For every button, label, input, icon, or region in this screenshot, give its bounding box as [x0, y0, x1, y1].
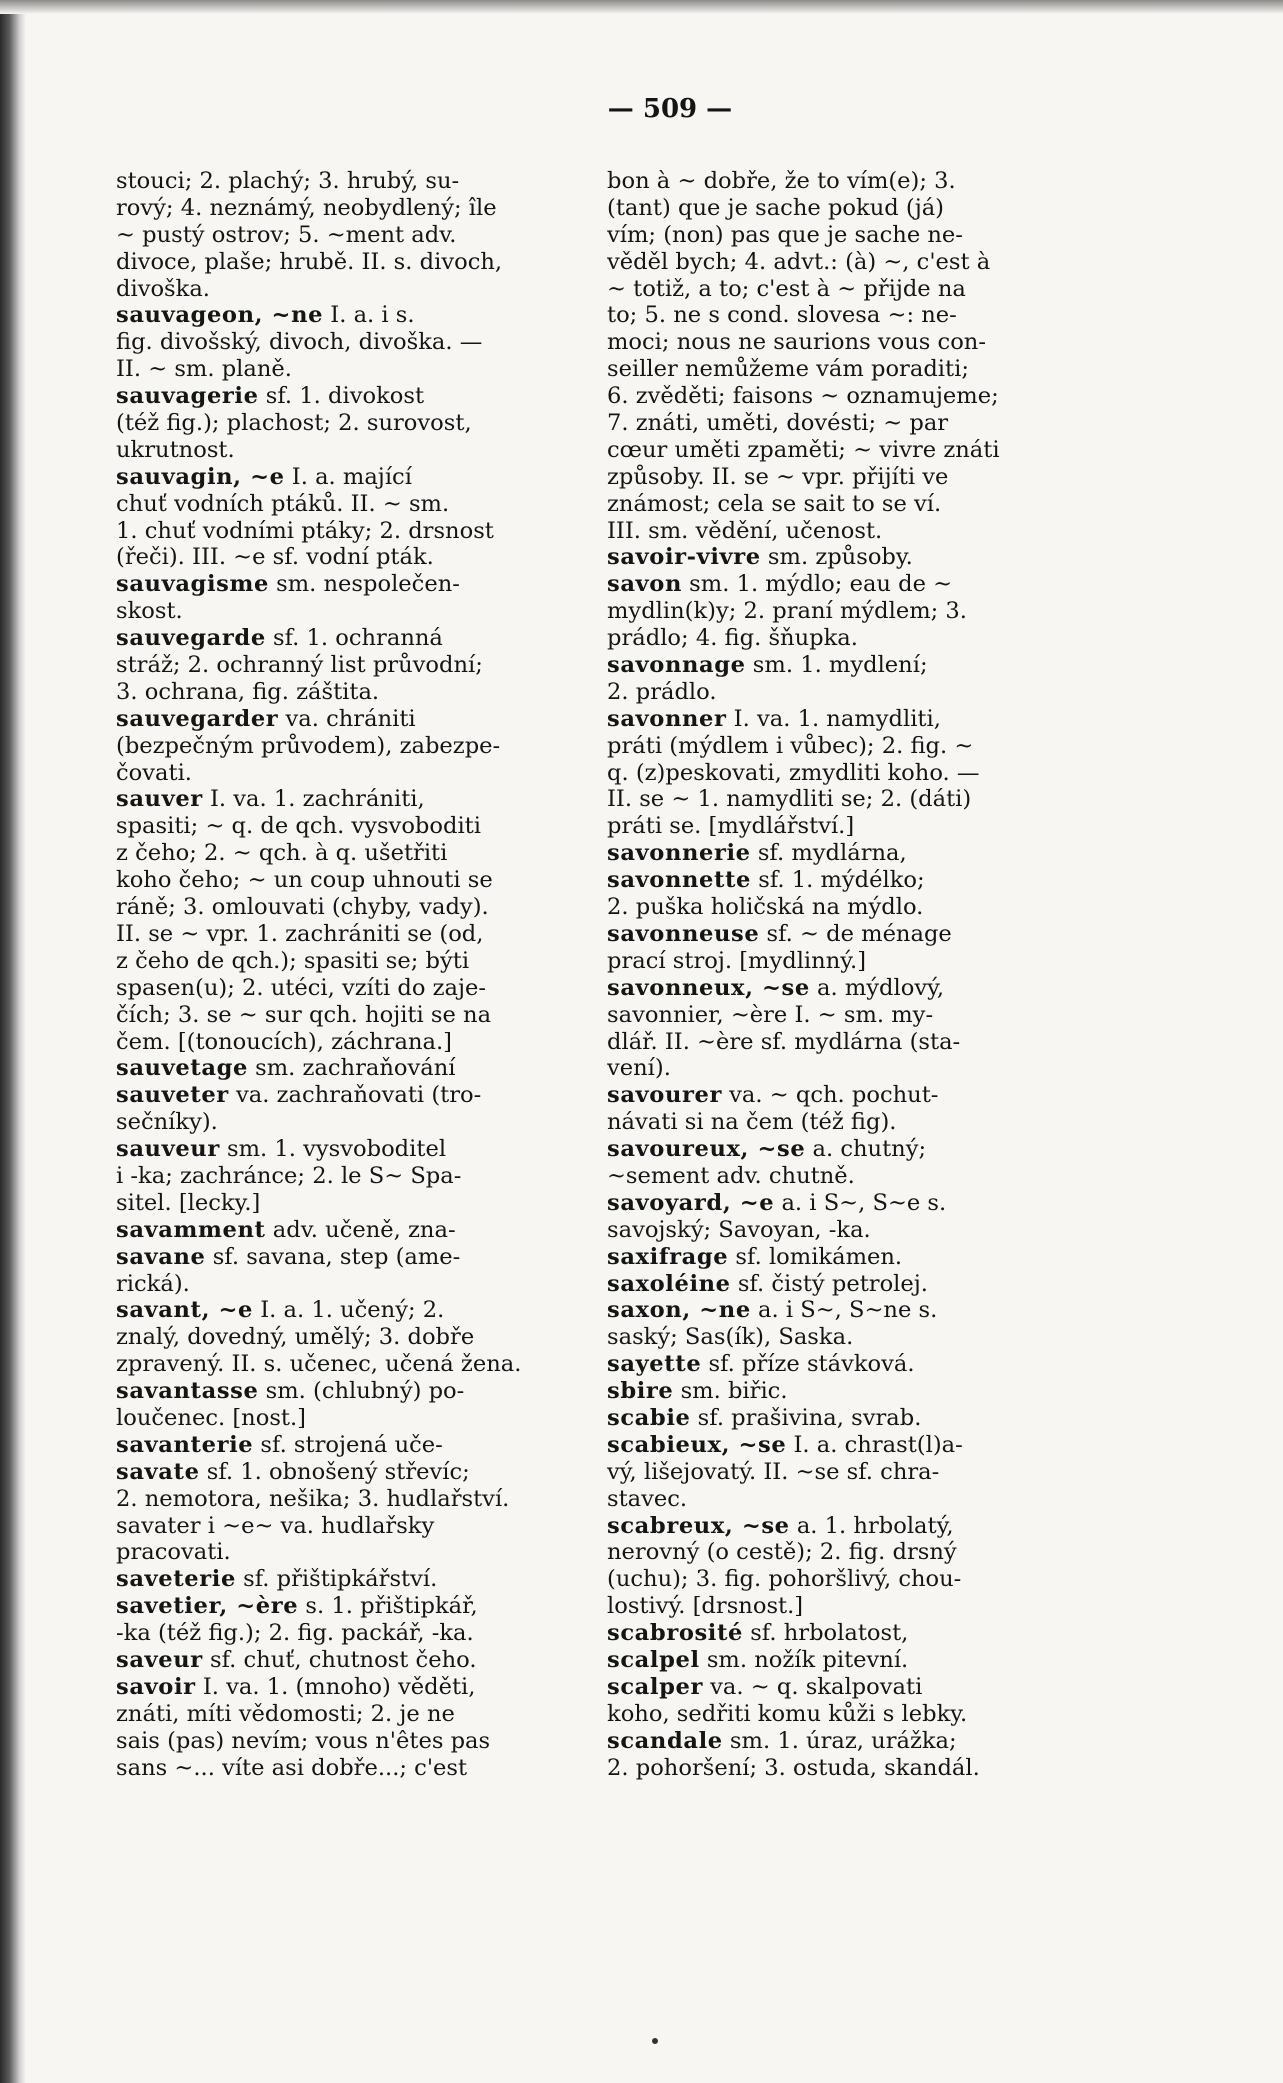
dictionary-line: rická). [116, 1270, 190, 1297]
dictionary-line: vím; (non) pas que je sache ne- [607, 221, 963, 248]
dictionary-line: sitel. [lecky.] [116, 1189, 261, 1216]
dictionary-line: 3. ochrana, fig. záštita. [116, 678, 380, 705]
headword: savoir [116, 1673, 196, 1700]
dictionary-line: 2. puška holičská na mýdlo. [607, 894, 924, 921]
dictionary-line: savoureux, ~se a. chutný; [607, 1136, 927, 1163]
dictionary-line: (bezpečným průvodem), zabezpe- [116, 732, 501, 759]
headword: sauveter [116, 1082, 229, 1109]
dictionary-column-right [607, 168, 1057, 1781]
dictionary-line: čovati. [116, 759, 192, 786]
footer-mark [652, 2038, 658, 2044]
dictionary-line: seiller nemůžeme vám poraditi; [607, 356, 969, 383]
dictionary-line: savoir-vivre sm. způsoby. [607, 544, 913, 571]
dictionary-line: koho, sedřiti komu kůži s lebky. [607, 1700, 968, 1727]
headword: sauvagin, ~e [116, 463, 285, 490]
dictionary-line: scandale sm. 1. úraz, urážka; [607, 1727, 957, 1754]
dictionary-line: (řeči). III. ~e sf. vodní pták. [116, 544, 434, 571]
dictionary-line: (též fig.); plachost; 2. surovost, [116, 410, 472, 437]
headword: saxoléine [607, 1270, 731, 1297]
dictionary-line: ukrutnost. [116, 436, 235, 463]
dictionary-line: 6. zvěděti; faisons ~ oznamujeme; [607, 383, 999, 410]
headword: sauvageon, ~ne [116, 302, 324, 329]
headword: scalpel [607, 1646, 700, 1673]
dictionary-line: mydlin(k)y; 2. praní mýdlem; 3. [607, 598, 967, 625]
dictionary-line: saxifrage sf. lomikámen. [607, 1243, 903, 1270]
dictionary-line: stráž; 2. ochranný list průvodní; [116, 652, 483, 679]
headword: savate [116, 1458, 200, 1485]
dictionary-line: lostivý. [drsnost.] [607, 1593, 804, 1620]
dictionary-line: savater i ~e~ va. hudlařsky [116, 1512, 435, 1539]
dictionary-line: saveterie sf. přištipkářství. [116, 1566, 438, 1593]
headword: savonnerie [607, 840, 751, 867]
dictionary-line: savonner I. va. 1. namydliti, [607, 705, 941, 732]
headword: savourer [607, 1082, 722, 1109]
dictionary-line: savojský; Savoyan, -ka. [607, 1216, 871, 1243]
dictionary-line: stavec. [607, 1485, 688, 1512]
dictionary-line: 2. pohoršení; 3. ostuda, skandál. [607, 1754, 980, 1781]
dictionary-line: 2. nemotora, nešika; 3. hudlařství. [116, 1485, 510, 1512]
dictionary-line: znalý, dovedný, umělý; 3. dobře [116, 1324, 475, 1351]
dictionary-line: čích; 3. se ~ sur qch. hojiti se na [116, 1001, 492, 1028]
headword: sauvagerie [116, 383, 259, 410]
headword: savamment [116, 1216, 266, 1243]
headword: savonner [607, 705, 727, 732]
dictionary-line: scabrosité sf. hrbolatost, [607, 1620, 909, 1647]
dictionary-line: z čeho de qch.); spasiti se; býti [116, 947, 470, 974]
dictionary-line: ráně; 3. omlouvati (chyby, vady). [116, 894, 489, 921]
dictionary-line: prací stroj. [mydlinný.] [607, 947, 867, 974]
dictionary-line: spasen(u); 2. utéci, vzíti do zaje- [116, 974, 487, 1001]
dictionary-line: to; 5. ne s cond. slovesa ~: ne- [607, 302, 957, 329]
headword: savoyard, ~e [607, 1189, 775, 1216]
dictionary-line: savon sm. 1. mýdlo; eau de ~ [607, 571, 953, 598]
dictionary-line: sauvegarde sf. 1. ochranná [116, 625, 443, 652]
dictionary-line: -ka (též fig.); 2. fig. packář, -ka. [116, 1620, 474, 1647]
headword: sauveur [116, 1136, 220, 1163]
headword: sauvetage [116, 1055, 248, 1082]
dictionary-line: 1. chuť vodními ptáky; 2. drsnost [116, 517, 494, 544]
dictionary-line: saský; Sas(ík), Saska. [607, 1324, 854, 1351]
dictionary-line: sauvetage sm. zachraňování [116, 1055, 456, 1082]
dictionary-column-left [116, 168, 566, 1781]
dictionary-line: savonneuse sf. ~ de ménage [607, 920, 952, 947]
dictionary-line: (uchu); 3. fig. pohoršlivý, chou- [607, 1566, 962, 1593]
dictionary-line: 7. znáti, uměti, dovésti; ~ par [607, 410, 949, 437]
dictionary-line: fig. divošský, divoch, divoška. — [116, 329, 483, 356]
dictionary-line: scalper va. ~ q. skalpovati [607, 1673, 923, 1700]
headword: scabieux, ~se [607, 1431, 787, 1458]
dictionary-line: sauveter va. zachraňovati (tro- [116, 1082, 482, 1109]
dictionary-line: ~ pustý ostrov; 5. ~ment adv. [116, 221, 457, 248]
headword: sauvagisme [116, 571, 269, 598]
scan-left-edge [0, 0, 26, 2083]
headword: savonneux, ~se [607, 974, 810, 1001]
dictionary-line: savanterie sf. strojená uče- [116, 1431, 443, 1458]
dictionary-line: II. se ~ vpr. 1. zachrániti se (od, [116, 920, 484, 947]
dictionary-line: sans ~... víte asi dobře...; c'est [116, 1754, 468, 1781]
dictionary-line: savourer va. ~ qch. pochut- [607, 1082, 939, 1109]
headword: scalper [607, 1673, 703, 1700]
dictionary-line: způsoby. II. se ~ vpr. přijíti ve [607, 463, 949, 490]
headword: savanterie [116, 1431, 254, 1458]
dictionary-line: savonnage sm. 1. mydlení; [607, 652, 928, 679]
dictionary-line: savonneux, ~se a. mýdlový, [607, 974, 945, 1001]
headword: sayette [607, 1351, 702, 1378]
headword: saxifrage [607, 1243, 729, 1270]
dictionary-line: savate sf. 1. obnošený střevíc; [116, 1458, 470, 1485]
dictionary-line: známost; cela se sait to se ví. [607, 490, 942, 517]
dictionary-line: sečníky). [116, 1109, 218, 1136]
dictionary-line: z čeho; 2. ~ qch. à q. ušetřiti [116, 840, 448, 867]
headword: saxon, ~ne [607, 1297, 751, 1324]
dictionary-line: sauvagin, ~e I. a. mající [116, 463, 412, 490]
dictionary-line: scabieux, ~se I. a. chrast(l)a- [607, 1431, 963, 1458]
dictionary-line: savetier, ~ère s. 1. přištipkář, [116, 1593, 478, 1620]
headword: savant, ~e [116, 1297, 254, 1324]
dictionary-line: sayette sf. příze stávková. [607, 1351, 915, 1378]
headword: savoureux, ~se [607, 1136, 806, 1163]
page-number: — 509 — [607, 94, 733, 124]
headword: savonneuse [607, 920, 760, 947]
dictionary-line: savonnette sf. 1. mýdélko; [607, 867, 925, 894]
dictionary-line: prádlo; 4. fig. šňupka. [607, 625, 858, 652]
dictionary-line: chuť vodních ptáků. II. ~ sm. [116, 490, 450, 517]
scan-top-edge [0, 0, 1283, 14]
headword: sauvegarder [116, 705, 279, 732]
dictionary-line: koho čeho; ~ un coup uhnouti se [116, 867, 493, 894]
dictionary-line: savamment adv. učeně, zna- [116, 1216, 456, 1243]
dictionary-line: savantasse sm. (chlubný) po- [116, 1378, 465, 1405]
dictionary-line: saxon, ~ne a. i S~, S~ne s. [607, 1297, 938, 1324]
dictionary-line: savonnier, ~ère I. ~ sm. my- [607, 1001, 934, 1028]
dictionary-line: loučenec. [nost.] [116, 1404, 306, 1431]
dictionary-line: bon à ~ dobře, že to vím(e); 3. [607, 168, 956, 194]
headword: scandale [607, 1727, 723, 1754]
headword: saveur [116, 1646, 203, 1673]
dictionary-line: sbire sm. biřic. [607, 1378, 788, 1405]
headword: sauvegarde [116, 625, 266, 652]
headword: saveterie [116, 1566, 236, 1593]
dictionary-line: savant, ~e I. a. 1. učený; 2. [116, 1297, 445, 1324]
dictionary-line: ~sement adv. chutně. [607, 1162, 855, 1189]
dictionary-line: sauvagerie sf. 1. divokost [116, 383, 425, 410]
dictionary-line: scabreux, ~se a. 1. hrbolatý, [607, 1512, 954, 1539]
headword: savane [116, 1243, 206, 1270]
dictionary-line: cœur uměti zpaměti; ~ vivre znáti [607, 436, 1000, 463]
dictionary-line: q. (z)peskovati, zmydliti koho. — [607, 759, 980, 786]
dictionary-line: návati si na čem (též fig). [607, 1109, 897, 1136]
dictionary-line: sauveur sm. 1. vysvoboditel [116, 1136, 447, 1163]
dictionary-line: zpravený. II. s. učenec, učená žena. [116, 1351, 522, 1378]
dictionary-line: sauvagisme sm. nespolečen- [116, 571, 460, 598]
dictionary-line: spasiti; ~ q. de qch. vysvoboditi [116, 813, 481, 840]
headword: savonnette [607, 867, 752, 894]
dictionary-line: sauvegarder va. chrániti [116, 705, 416, 732]
headword: savoir-vivre [607, 544, 761, 571]
dictionary-line: (tant) que je sache pokud (já) [607, 194, 944, 221]
dictionary-line: čem. [(tonoucích), záchrana.] [116, 1028, 452, 1055]
dictionary-line: pracovati. [116, 1539, 231, 1566]
headword: sbire [607, 1378, 674, 1405]
headword: savantasse [116, 1378, 259, 1405]
headword: scabreux, ~se [607, 1512, 790, 1539]
headword: scabie [607, 1404, 691, 1431]
dictionary-line: rový; 4. neznámý, neobydlený; île [116, 194, 497, 221]
dictionary-line: savane sf. savana, step (ame- [116, 1243, 461, 1270]
dictionary-line: II. se ~ 1. namydliti se; 2. (dáti) [607, 786, 972, 813]
dictionary-line: ~ totiž, a to; c'est à ~ přijde na [607, 275, 966, 302]
dictionary-line: III. sm. vědění, učenost. [607, 517, 883, 544]
dictionary-line: 2. prádlo. [607, 678, 717, 705]
dictionary-line: vení). [607, 1055, 671, 1082]
dictionary-line: savoyard, ~e a. i S~, S~e s. [607, 1189, 947, 1216]
dictionary-line: moci; nous ne saurions vous con- [607, 329, 986, 356]
dictionary-line: práti se. [mydlářství.] [607, 813, 855, 840]
dictionary-line: sauver I. va. 1. zachrániti, [116, 786, 425, 813]
dictionary-line: skost. [116, 598, 183, 625]
dictionary-line: II. ~ sm. planě. [116, 356, 292, 383]
dictionary-line: savoir I. va. 1. (mnoho) věděti, [116, 1673, 476, 1700]
headword: sauver [116, 786, 203, 813]
dictionary-line: dlář. II. ~ère sf. mydlárna (sta- [607, 1028, 961, 1055]
dictionary-line: nerovný (o cestě); 2. fig. drsný [607, 1539, 957, 1566]
dictionary-line: saveur sf. chuť, chutnost čeho. [116, 1646, 477, 1673]
dictionary-line: scabie sf. prašivina, svrab. [607, 1404, 922, 1431]
dictionary-line: saxoléine sf. čistý petrolej. [607, 1270, 928, 1297]
dictionary-line: vý, lišejovatý. II. ~se sf. chra- [607, 1458, 940, 1485]
dictionary-line: sauvageon, ~ne I. a. i s. [116, 302, 415, 329]
dictionary-line: stouci; 2. plachý; 3. hrubý, su- [116, 168, 460, 194]
dictionary-line: práti (mýdlem i vůbec); 2. fig. ~ [607, 732, 974, 759]
headword: scabrosité [607, 1620, 744, 1647]
dictionary-line: i -ka; zachránce; 2. le S~ Spa- [116, 1162, 462, 1189]
dictionary-line: savonnerie sf. mydlárna, [607, 840, 907, 867]
dictionary-line: sais (pas) nevím; vous n'êtes pas [116, 1727, 491, 1754]
headword: savetier, ~ère [116, 1593, 299, 1620]
dictionary-line: věděl bych; 4. advt.: (à) ~, c'est à [607, 248, 991, 275]
dictionary-line: znáti, míti vědomosti; 2. je ne [116, 1700, 455, 1727]
dictionary-line: divoška. [116, 275, 210, 302]
headword: savonnage [607, 652, 746, 679]
dictionary-line: scalpel sm. nožík pitevní. [607, 1646, 909, 1673]
headword: savon [607, 571, 682, 598]
dictionary-line: divoce, plaše; hrubě. II. s. divoch, [116, 248, 503, 275]
